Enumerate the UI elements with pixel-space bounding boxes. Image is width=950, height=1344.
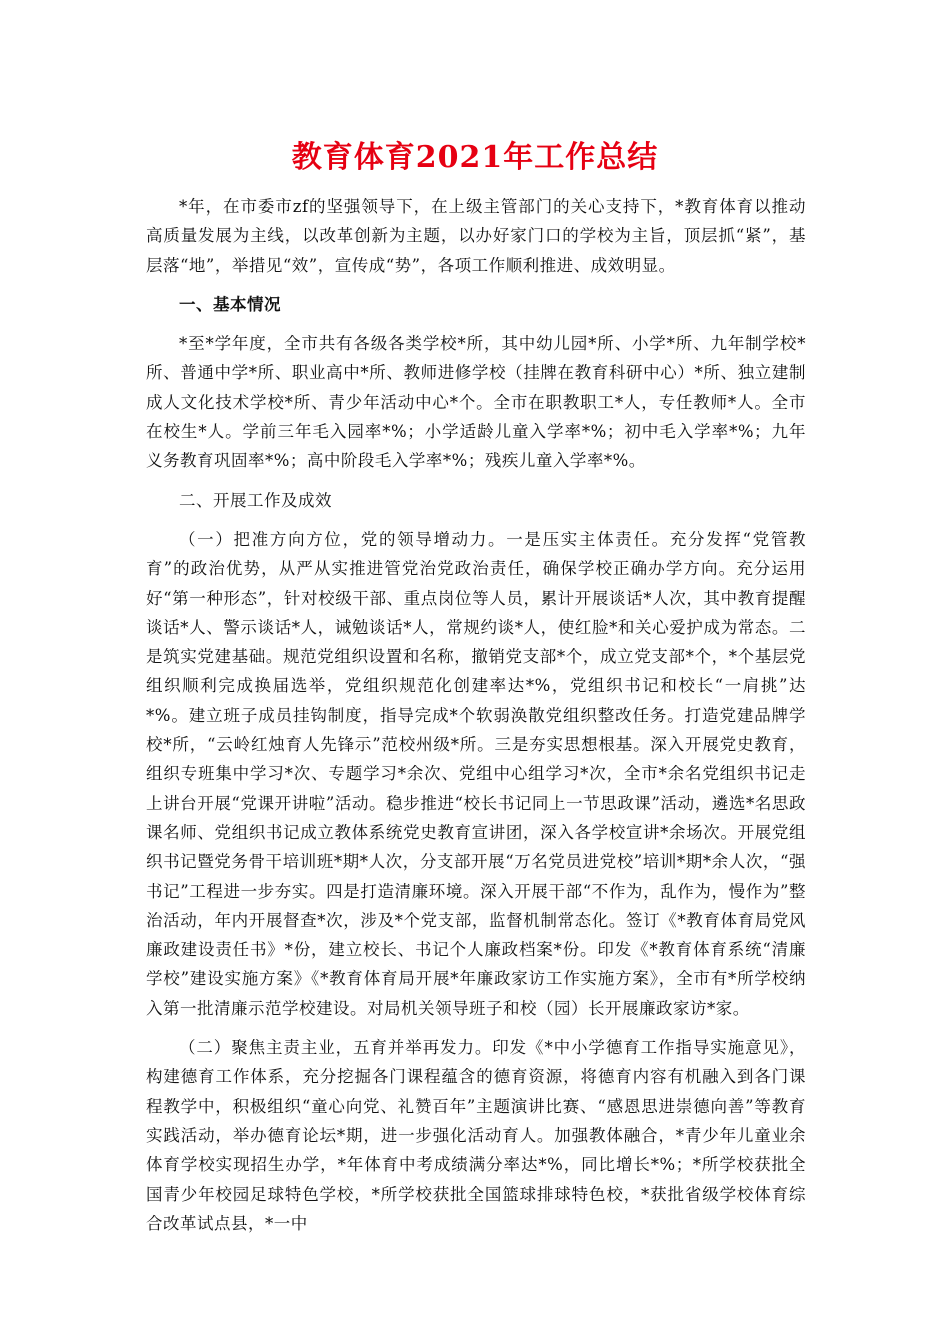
document-body [146,192,806,1238]
work-paragraph-2: （二）聚焦主责主业，五育并举再发力。印发《*中小学德育工作指导实施意见》，构建德育工作体系，充分挖掘各门课程蕴含的德育资源，将德育内容有机融入到各门课程教学中，积极组织“童心向党、礼赞百年”主题演讲比赛、“感恩思进崇德向善”等教育实践活动，举办德育论坛*期，进一步强化活动育人。加强教体融合，*青少年儿童业余体育学校实现招生办学，*年体育中考成绩满分率达*%，同比增长*%；*所学校获批全国青少年校园足球特色学校，*所学校获批全国篮球排球特色校，*获批省级学校体育综合改革试点县，*一中 [146,1038,806,1233]
work-paragraph-1: （一）把准方向方位，党的领导增动力。一是压实主体责任。充分发挥“党管教育”的政治优势，从严从实推进管党治党政治责任，确保学校正确办学方向。充分运用好“第一种形态”，针对校级干部、重点岗位等人员，累计开展谈话*人次，其中教育提醒谈话*人、警示谈话*人，诫勉谈话*人，常规约谈*人，使红脸*和关心爱护成为常态。二是筑实党建基础。规范党组织设置和名称，撤销党支部*个，成立党支部*个，*个基层党组织顺利完成换届选举，党组织规范化创建率达*%，党组织书记和校长“一肩挑”达*%。建立班子成员挂钩制度，指导完成*个软弱涣散党组织整改任务。打造党建品牌学校*所，“云岭红烛育人先锋示”范校州级*所。三是夯实思想根基。深入开展党史教育，组织专班集中学习*次、专题学习*余次、党组中心组学习*次，全市*余名党组织书记走上讲台开展“党课开讲啦”活动。稳步推进“校长书记同上一节思政课”活动，遴选*名思政课名师、党组织书记成立教体系统党史教育宣讲团，深入各学校宣讲*余场次。开展党组织书记暨党务骨干培训班*期*人次，分支部开展“万名党员进党校”培训*期*余人次，“强书记”工程进一步夯实。四是打造清廉环境。深入开展干部“不作为，乱作为，慢作为”整治活动，年内开展督查*次，涉及*个党支部，监督机制常态化。签订《*教育体育局党风廉政建设责任书》*份，建立校长、书记个人廉政档案*份。印发《*教育体育系统“清廉学校”建设实施方案》《*教育体育局开展*年廉政家访工作实施方案》，全市有*所学校纳入第一批清廉示范学校建设。对局机关领导班子和校（园）长开展廉政家访*家。 [146,529,806,1018]
document-title: 教育体育2021年工作总结 [291,140,659,175]
basic-situation-paragraph: *至*学年度，全市共有各级各类学校*所，其中幼儿园*所、小学*所、九年制学校*所、普通中学*所、职业高中*所、教师进修学校（挂牌在教育科研中心）*所、独立建制成人文化技术学校*所、青少年活动中心*个。全市在职教职工*人，专任教师*人。全市在校生*人。学前三年毛入园率*%；小学适龄儿童入学率*%；初中毛入学率*%；九年义务教育巩固率*%；高中阶段毛入学率*%；残疾儿童入学率*%。 [146,334,806,471]
section-heading-basic-situation: 一、基本情况 [179,294,281,314]
section-heading-work-results: 二、开展工作及成效 [179,490,332,510]
intro-paragraph: *年，在市委市zf的坚强领导下，在上级主管部门的关心支持下，*教育体育以推动高质量发展为主线，以改革创新为主题，以办好家门口的学校为主旨，顶层抓“紧”，基层落“地”，举措见“效”，宣传成“势”，各项工作顺利推进、成效明显。 [146,197,806,275]
